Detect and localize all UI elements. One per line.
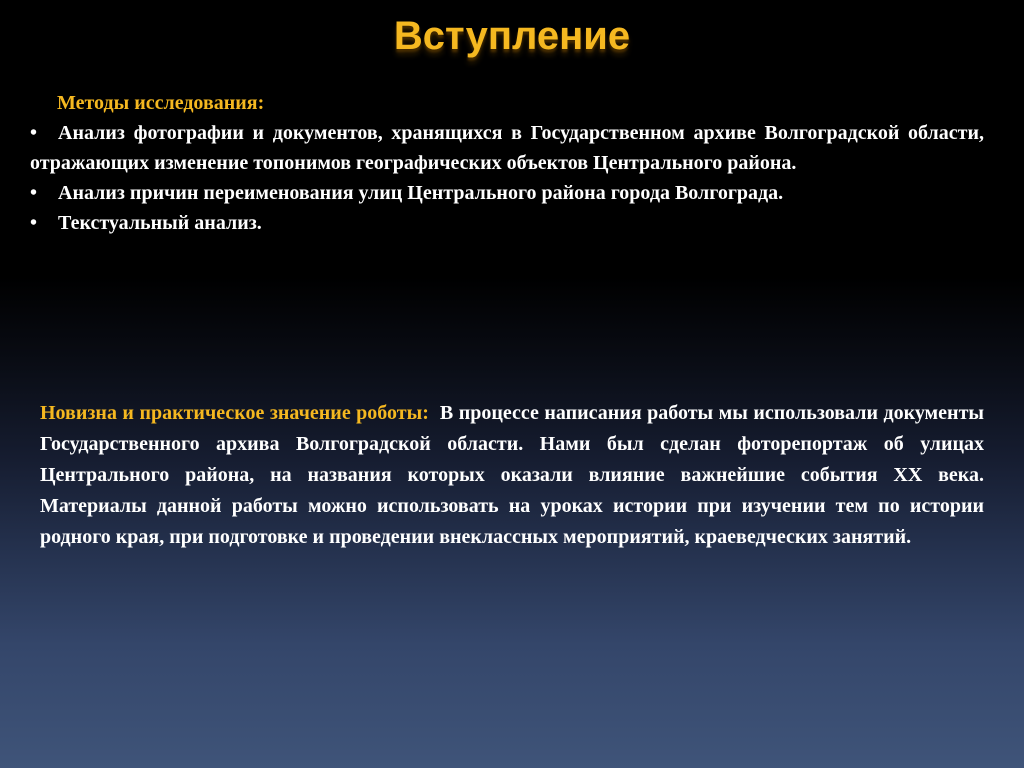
bullet-icon: • <box>30 122 38 144</box>
methods-list <box>30 118 984 238</box>
bullet-icon: • <box>30 182 38 204</box>
methods-item-text: Анализ фотографии и документов, хранящихся в Государственном архиве Волгоградской области, отражающих изменение топонимов географических объектов Центрального района. <box>30 122 984 174</box>
slide-title: Вступление <box>393 14 631 58</box>
methods-list-item <box>30 208 984 238</box>
methods-section <box>30 88 984 238</box>
methods-list-item <box>30 118 984 178</box>
methods-item-text: Анализ причин переименования улиц Центрального района города Волгограда. <box>58 182 784 204</box>
bullet-icon: • <box>30 212 38 234</box>
novelty-paragraph <box>40 398 984 553</box>
methods-item-text: Текстуальный анализ. <box>58 212 262 234</box>
methods-list-item <box>30 178 984 208</box>
novelty-text: В процессе написания работы мы использовали документы Государственного архива Волгоградской области. Нами был сделан фоторепортаж об улицах Центрального района, на названия которых оказали влияние важнейшие события XX века. Материалы данной работы можно использовать на уроках истории при изучении тем по истории родного края, при подготовке и проведении внеклассных мероприятий, краеведческих занятий. <box>40 402 985 548</box>
novelty-label: Новизна и практическое значение роботы: <box>40 402 429 424</box>
methods-heading: Методы исследования: <box>57 92 265 114</box>
